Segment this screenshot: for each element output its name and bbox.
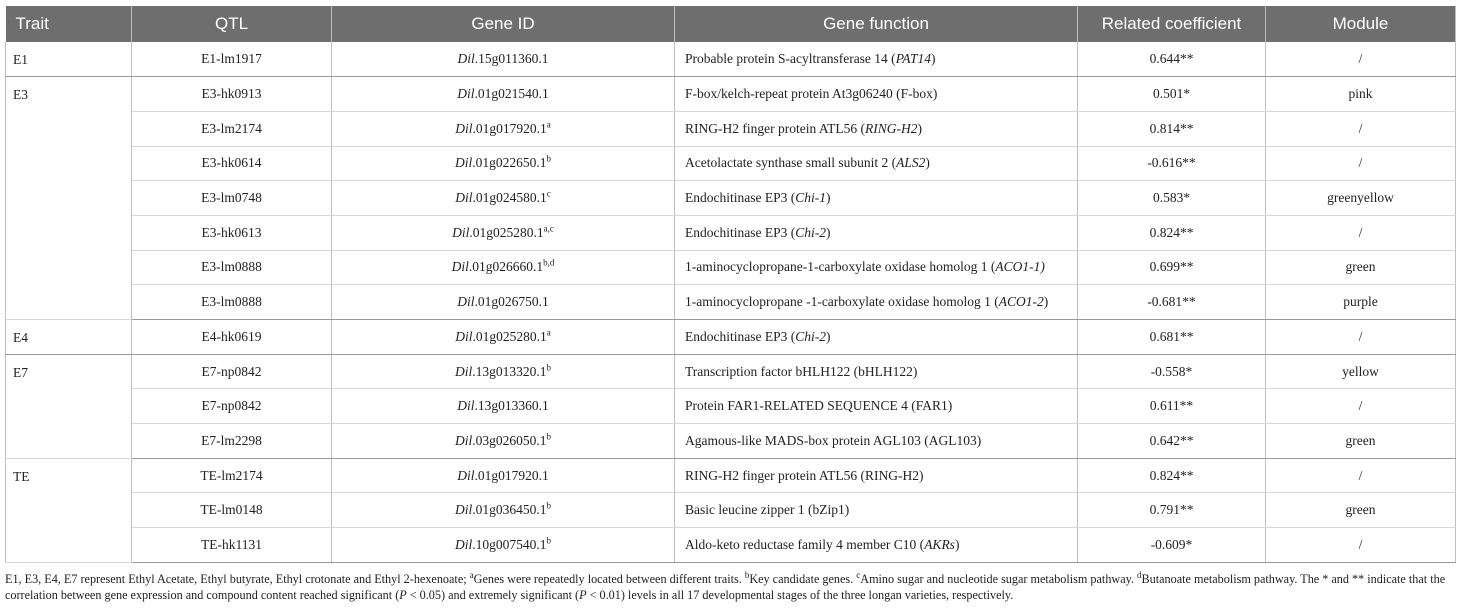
cell-gene-function: [675, 181, 1078, 216]
cell-qtl: E1-lm1917: [132, 42, 332, 77]
cell-related-coefficient: 0.642**: [1078, 424, 1266, 459]
footnote-sup: a: [469, 569, 474, 580]
cell-module: pink: [1266, 77, 1456, 112]
function-gene-symbol: Chi-2: [795, 224, 826, 240]
function-text: Agamous-like MADS-box protein AGL103 (AGL103): [685, 432, 982, 448]
header-row: [6, 6, 1456, 42]
table-container: [5, 6, 1455, 563]
cell-gene-id: [332, 493, 675, 528]
gene-number: .01g024580.1: [472, 190, 547, 206]
cell-trait: TE: [6, 458, 132, 562]
gene-prefix: Dil: [457, 51, 475, 67]
function-close: ): [826, 224, 831, 240]
cell-module: /: [1266, 389, 1456, 424]
table-row: [6, 528, 1456, 563]
function-text: 1-aminocyclopropane-1-carboxylate oxidase homolog 1 (: [685, 259, 996, 275]
gene-prefix: Dil: [454, 155, 473, 171]
table-row: [6, 320, 1456, 355]
gene-superscript: b,d: [543, 257, 555, 268]
function-text: Endochitinase EP3 (: [685, 328, 796, 344]
cell-related-coefficient: 0.644**: [1078, 42, 1266, 77]
footnote-part: Genes were repeatedly located between different traits.: [473, 572, 745, 586]
cell-gene-id: [332, 320, 675, 355]
table-row: [6, 354, 1456, 389]
gene-prefix: Dil: [455, 190, 473, 206]
cell-module: green: [1266, 424, 1456, 459]
gene-superscript: c: [546, 188, 551, 199]
footnote-p-symbol: P: [399, 588, 407, 602]
function-close: ): [925, 155, 930, 171]
table-row: [6, 458, 1456, 493]
footnote-part: Butanoate metabolism pathway. The * and ** indicate that the correlation between gene expression and compound content reached significant (: [5, 572, 1446, 602]
cell-related-coefficient: 0.699**: [1078, 250, 1266, 285]
cell-qtl: E3-lm2174: [132, 111, 332, 146]
cell-related-coefficient: -0.616**: [1078, 146, 1266, 181]
gene-prefix: Dil: [457, 467, 475, 483]
gene-prefix: Dil: [455, 120, 473, 136]
cell-module: yellow: [1266, 354, 1456, 389]
cell-related-coefficient: 0.681**: [1078, 320, 1266, 355]
cell-qtl: E7-lm2298: [132, 424, 332, 459]
cell-related-coefficient: 0.501*: [1078, 77, 1266, 112]
gene-number: .01g025280.1: [469, 224, 544, 240]
gene-number: .01g017920.1: [472, 120, 547, 136]
gene-number: .03g026050.1: [472, 432, 547, 448]
cell-gene-function: [675, 285, 1078, 320]
cell-gene-id: [332, 77, 675, 112]
table-row: [6, 111, 1456, 146]
gene-superscript: b: [546, 500, 551, 511]
cell-trait: E3: [6, 77, 132, 320]
cell-gene-function: [675, 146, 1078, 181]
cell-qtl: E7-np0842: [132, 389, 332, 424]
function-close: ): [954, 536, 960, 552]
gene-superscript: b: [546, 431, 551, 442]
gene-number: .01g021540.1: [474, 86, 549, 102]
cell-related-coefficient: 0.824**: [1078, 458, 1266, 493]
header-related-coefficient: Related coefficient: [1078, 6, 1266, 42]
cell-related-coefficient: -0.609*: [1078, 528, 1266, 563]
cell-gene-id: [332, 42, 675, 77]
cell-qtl: TE-hk1131: [132, 528, 332, 563]
function-text: 1-aminocyclopropane -1-carboxylate oxidase homolog 1 (: [685, 294, 999, 310]
table-row: [6, 285, 1456, 320]
function-close: ): [917, 120, 922, 136]
cell-related-coefficient: -0.558*: [1078, 354, 1266, 389]
cell-module: /: [1266, 320, 1456, 355]
gene-number: .13g013360.1: [474, 398, 549, 414]
gene-number: .01g017920.1: [474, 467, 549, 483]
function-text: RING-H2 finger protein ATL56 (RING-H2): [685, 467, 924, 483]
table-row: [6, 493, 1456, 528]
footnote-sup: b: [744, 569, 750, 580]
cell-gene-function: [675, 215, 1078, 250]
cell-gene-id: [332, 458, 675, 493]
gene-prefix: Dil: [454, 502, 473, 518]
function-text: Probable protein S-acyltransferase 14 (: [685, 51, 896, 67]
gene-superscript: a: [546, 327, 551, 338]
gene-prefix: Dil: [457, 86, 475, 102]
gene-prefix: Dil: [451, 259, 469, 275]
cell-qtl: TE-lm0148: [132, 493, 332, 528]
table-row: [6, 181, 1456, 216]
cell-related-coefficient: 0.583*: [1078, 181, 1266, 216]
gene-superscript: a: [546, 119, 551, 130]
cell-trait: E1: [6, 42, 132, 77]
gene-number: .01g025280.1: [472, 328, 547, 344]
cell-module: green: [1266, 493, 1456, 528]
cell-module: greenyellow: [1266, 181, 1456, 216]
cell-module: /: [1266, 458, 1456, 493]
gene-prefix: Dil: [454, 536, 473, 552]
function-gene-symbol: Chi-1: [795, 190, 826, 206]
cell-module: purple: [1266, 285, 1456, 320]
cell-gene-id: [332, 215, 675, 250]
function-gene-symbol: Chi-2: [795, 328, 826, 344]
cell-gene-id: [332, 250, 675, 285]
cell-qtl: E3-hk0913: [132, 77, 332, 112]
cell-module: /: [1266, 42, 1456, 77]
cell-qtl: E7-np0842: [132, 354, 332, 389]
table-body: [6, 42, 1456, 562]
gene-superscript: b: [546, 362, 551, 373]
gene-prefix: Dil: [454, 432, 473, 448]
cell-gene-id: [332, 146, 675, 181]
footnote-part: E1, E3, E4, E7 represent Ethyl Acetate, Ethyl butyrate, Ethyl crotonate and Ethyl 2-hexenoate;: [5, 572, 470, 586]
gene-prefix: Dil: [454, 363, 473, 379]
cell-gene-function: [675, 111, 1078, 146]
cell-gene-id: [332, 424, 675, 459]
function-gene-symbol: RING-H2: [864, 120, 918, 136]
cell-trait: E4: [6, 320, 132, 355]
gene-number: .01g022650.1: [472, 155, 547, 171]
cell-qtl: E4-hk0619: [132, 320, 332, 355]
footnote-sup: c: [856, 569, 861, 580]
function-gene-symbol: ACO1-1): [995, 259, 1045, 275]
function-close: ): [1043, 294, 1049, 310]
cell-gene-function: [675, 528, 1078, 563]
header-module: Module: [1266, 6, 1456, 42]
table-row: [6, 424, 1456, 459]
table-row: [6, 77, 1456, 112]
cell-qtl: E3-lm0888: [132, 285, 332, 320]
gene-prefix: Dil: [457, 398, 475, 414]
function-gene-symbol: PAT14: [895, 51, 931, 67]
function-text: Protein FAR1-RELATED SEQUENCE 4 (FAR1): [685, 398, 953, 414]
gene-prefix: Dil: [452, 224, 470, 240]
gene-number: .01g036450.1: [472, 502, 547, 518]
gene-superscript: a,c: [543, 223, 554, 234]
cell-gene-id: [332, 285, 675, 320]
gene-prefix: Dil: [455, 328, 473, 344]
function-text: RING-H2 finger protein ATL56 (: [685, 120, 865, 136]
cell-module: /: [1266, 146, 1456, 181]
function-text: Endochitinase EP3 (: [685, 224, 796, 240]
cell-gene-id: [332, 528, 675, 563]
gene-number: .01g026660.1: [468, 259, 544, 275]
gene-superscript: b: [546, 153, 551, 164]
table-row: [6, 250, 1456, 285]
table-row: [6, 146, 1456, 181]
function-gene-symbol: ALS2: [896, 155, 926, 171]
table-row: [6, 389, 1456, 424]
data-table: [5, 6, 1456, 563]
cell-gene-function: [675, 354, 1078, 389]
table-row: [6, 215, 1456, 250]
cell-gene-id: [332, 111, 675, 146]
function-gene-symbol: AKRs: [924, 536, 955, 552]
cell-gene-function: [675, 250, 1078, 285]
gene-number: .01g026750.1: [474, 294, 549, 310]
function-gene-symbol: ACO1-2: [998, 294, 1044, 310]
cell-module: /: [1266, 111, 1456, 146]
cell-related-coefficient: -0.681**: [1078, 285, 1266, 320]
gene-superscript: b: [546, 535, 551, 546]
cell-gene-function: [675, 424, 1078, 459]
cell-related-coefficient: 0.611**: [1078, 389, 1266, 424]
gene-prefix: Dil: [457, 294, 475, 310]
footnote-p-symbol: P: [579, 588, 587, 602]
function-close: ): [930, 51, 936, 67]
header-qtl: QTL: [132, 6, 332, 42]
cell-gene-function: [675, 77, 1078, 112]
footnote-sup: d: [1137, 569, 1142, 580]
cell-related-coefficient: 0.814**: [1078, 111, 1266, 146]
cell-gene-function: [675, 42, 1078, 77]
header-gene-function: Gene function: [675, 6, 1078, 42]
function-close: ): [826, 328, 831, 344]
function-text: F-box/kelch-repeat protein At3g06240 (F-box): [685, 86, 938, 102]
cell-related-coefficient: 0.791**: [1078, 493, 1266, 528]
gene-number: .15g011360.1: [474, 51, 549, 67]
cell-gene-function: [675, 320, 1078, 355]
header-gene-id: Gene ID: [332, 6, 675, 42]
function-text: Endochitinase EP3 (: [685, 190, 796, 206]
cell-qtl: E3-lm0748: [132, 181, 332, 216]
cell-qtl: E3-lm0888: [132, 250, 332, 285]
cell-gene-function: [675, 458, 1078, 493]
footnote-part: Key candidate genes.: [749, 572, 857, 586]
cell-module: /: [1266, 528, 1456, 563]
cell-gene-function: [675, 493, 1078, 528]
cell-trait: E7: [6, 354, 132, 458]
cell-gene-id: [332, 181, 675, 216]
cell-qtl: E3-hk0613: [132, 215, 332, 250]
function-text: Acetolactate synthase small subunit 2 (: [685, 155, 897, 171]
function-close: ): [826, 190, 831, 206]
function-text: Basic leucine zipper 1 (bZip1): [685, 502, 850, 518]
function-text: Transcription factor bHLH122 (bHLH122): [685, 363, 918, 379]
cell-related-coefficient: 0.824**: [1078, 215, 1266, 250]
table-row: [6, 42, 1456, 77]
header-trait: Trait: [6, 6, 132, 42]
cell-gene-id: [332, 389, 675, 424]
footnote-part: Amino sugar and nucleotide sugar metabolism pathway.: [860, 572, 1138, 586]
cell-qtl: E3-hk0614: [132, 146, 332, 181]
table-footnote: [5, 571, 1455, 603]
cell-module: green: [1266, 250, 1456, 285]
gene-number: .10g007540.1: [472, 536, 547, 552]
cell-qtl: TE-lm2174: [132, 458, 332, 493]
footnote-part: < 0.05) and extremely significant (: [406, 588, 580, 602]
footnote-part: < 0.01) levels in all 17 developmental stages of the three longan varieties, respectively.: [586, 588, 1014, 602]
cell-gene-function: [675, 389, 1078, 424]
cell-module: /: [1266, 215, 1456, 250]
cell-gene-id: [332, 354, 675, 389]
gene-number: .13g013320.1: [472, 363, 547, 379]
function-text: Aldo-keto reductase family 4 member C10 (: [685, 536, 925, 552]
